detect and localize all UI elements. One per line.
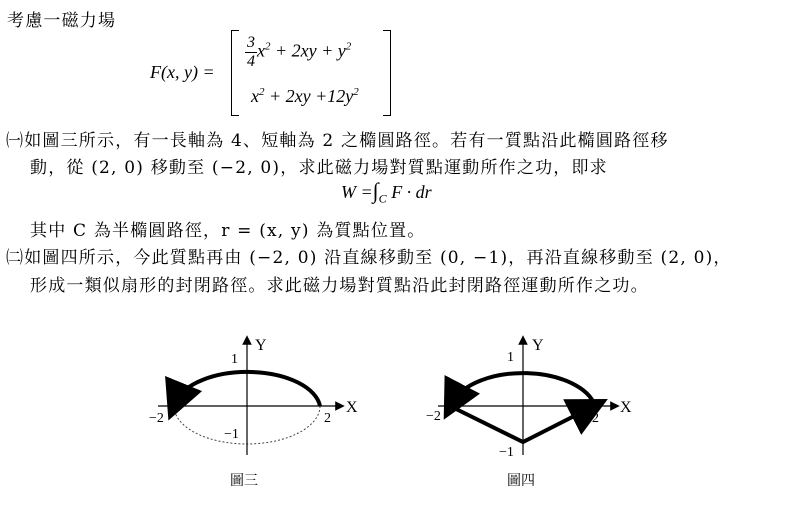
figure-4 [420,330,650,500]
fraction-numerator: 3 [247,34,255,51]
work-lhs: W = [341,182,373,202]
matrix-left-bracket [231,30,239,116]
y-axis-label: Y [255,337,267,354]
part2-line2: 形成一類似扇形的封閉路徑。求此磁力場對質點沿此封閉路徑運動所作之功。 [30,276,649,296]
row1-exp-1: 2 [265,40,271,53]
row1-x: x [257,40,265,61]
integral-sign: ∫ [372,178,379,203]
row1-terms: + 2xy + y [270,40,346,61]
row2-x: x [251,86,259,106]
tick-y-neg1: −1 [499,445,514,460]
upper-ellipse-path [176,372,320,406]
part2-marker: ㈡ [6,248,25,268]
figure-3-caption: 圖三 [230,474,258,489]
intro-text: 考慮一磁力場 [7,11,117,31]
integral-subscript: C [378,191,387,206]
tick-y-1: 1 [231,352,238,367]
tick-y-1: 1 [507,350,514,365]
fraction-three-quarters [245,34,257,71]
tick-x-neg2: −2 [149,411,164,426]
row2-terms: + 2xy +12y [264,86,354,106]
row2-exp-2: 2 [353,86,359,98]
part1-line3: 其中 C 為半橢圓路徑，r = (x, y) 為質點位置。 [30,221,426,241]
part2-line1 [6,243,732,268]
tick-x-neg2: −2 [426,409,441,424]
upper-ellipse-path [453,373,595,406]
figure-4-caption: 圖四 [507,474,535,489]
part1-marker: ㈠ [6,131,25,151]
x-axis-label: X [346,399,358,416]
part2-line1-text: 如圖四所示，今此質點再由 (−2, 0) 沿直線移動至 (0, −1)，再沿直線移動至 (2, 0)， [24,248,732,268]
field-lhs: F(x, y) = [150,62,215,82]
row1-exp-2: 2 [345,40,352,53]
work-integral [341,178,432,207]
part1-line1 [6,126,669,151]
field-matrix [231,30,391,114]
tick-y-neg1: −1 [224,427,239,442]
matrix-row-1 [245,34,351,71]
y-axis-label: Y [532,337,544,354]
tick-x-2: 2 [592,411,599,426]
work-integrand: F · dr [391,182,432,202]
figure-3 [140,330,370,500]
matrix-row-2 [251,86,359,107]
fraction-denominator: 4 [247,53,255,70]
tick-x-2: 2 [324,411,331,426]
x-axis-label: X [620,399,632,416]
matrix-right-bracket [383,30,391,116]
fan-straight-path [452,407,590,442]
part1-line1-text: 如圖三所示，有一長軸為 4、短軸為 2 之橢圓路徑。若有一質點沿此橢圓路徑移 [24,131,669,151]
row2-exp-1: 2 [259,86,265,98]
part1-line2: 動，從 (2, 0) 移動至 (−2, 0)，求此磁力場對質點運動所作之功，即求 [30,158,608,178]
